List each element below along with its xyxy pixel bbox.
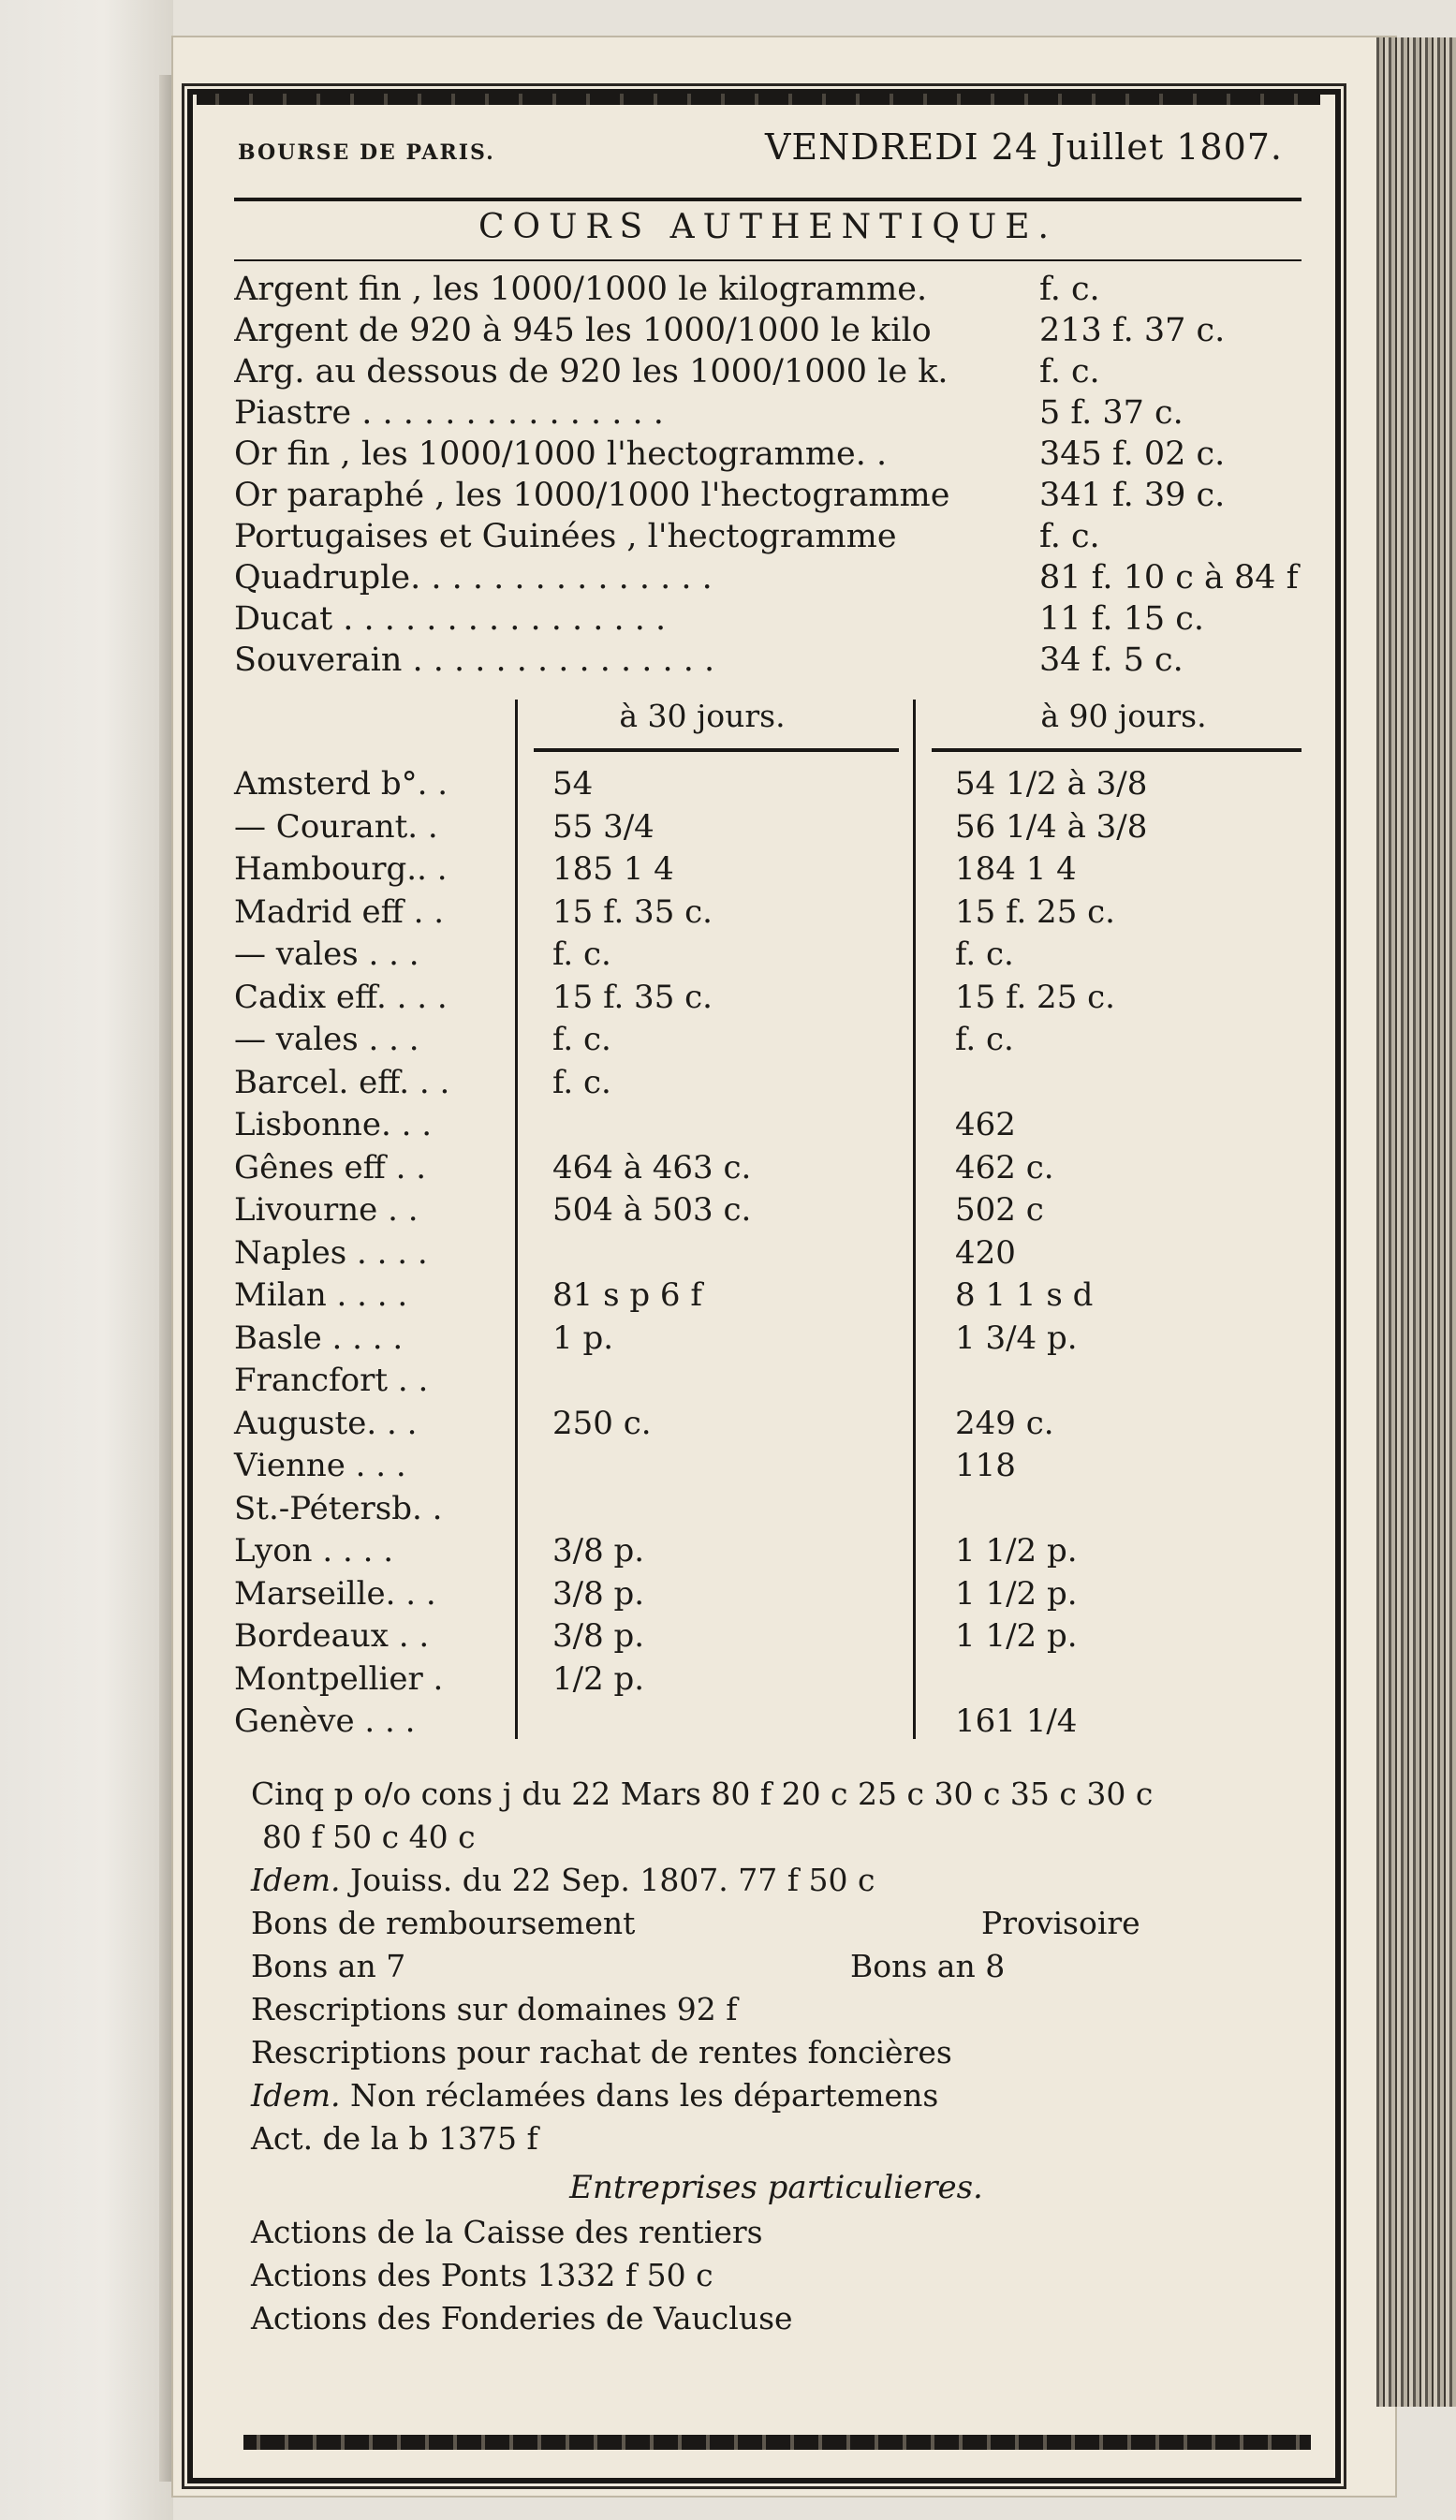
exchange-city: — Courant. . bbox=[234, 807, 438, 846]
cinq-pour-cent-continued: 80 f 50 c 40 c bbox=[262, 1819, 476, 1855]
metal-row bbox=[234, 392, 1302, 434]
metal-value: 11 f. 15 c. bbox=[1039, 600, 1205, 638]
exchange-city: Montpellier . bbox=[234, 1659, 444, 1698]
metal-label: Ducat . . . . . . . . . . . . . . . . bbox=[234, 600, 667, 638]
column-header-30-days: à 30 jours. bbox=[619, 698, 786, 734]
rate-30-days: 3/8 p. bbox=[552, 1574, 645, 1613]
exchange-city: St.-Pétersb. . bbox=[234, 1489, 443, 1527]
rate-90-days: 56 1/4 à 3/8 bbox=[955, 807, 1148, 846]
exchange-row bbox=[234, 1488, 1302, 1530]
entreprise-line: Actions des Fonderies de Vaucluse bbox=[251, 2300, 793, 2336]
rate-30-days: 15 f. 35 c. bbox=[552, 978, 713, 1016]
issue-date: VENDREDI 24 Juillet 1807. bbox=[764, 126, 1283, 168]
exchange-row bbox=[234, 892, 1302, 934]
rescriptions-rachat-line: Rescriptions pour rachat de rentes foncières bbox=[251, 2034, 952, 2071]
rate-90-days: 184 1 4 bbox=[955, 850, 1077, 888]
page-header bbox=[234, 98, 1302, 192]
rate-30-days: 15 f. 35 c. bbox=[552, 892, 713, 931]
entreprises-title: Entreprises particulieres. bbox=[569, 2169, 983, 2206]
exchange-city: Madrid eff . . bbox=[234, 892, 445, 931]
bons-an-line bbox=[251, 1945, 1302, 1988]
exchange-city: Livourne . . bbox=[234, 1191, 419, 1229]
metal-value: f. c. bbox=[1039, 353, 1100, 391]
rate-30-days: 3/8 p. bbox=[552, 1617, 645, 1655]
exchange-city: Lisbonne. . . bbox=[234, 1106, 433, 1143]
metal-label: Piastre . . . . . . . . . . . . . . . bbox=[234, 394, 664, 432]
metal-value: 5 f. 37 c. bbox=[1039, 394, 1184, 432]
idem-label: Idem. bbox=[251, 1862, 341, 1898]
metal-value: f. c. bbox=[1039, 271, 1100, 308]
rate-90-days: 15 f. 25 c. bbox=[955, 892, 1115, 931]
metal-row bbox=[234, 640, 1302, 681]
metal-label: Souverain . . . . . . . . . . . . . . . bbox=[234, 641, 715, 679]
bourse-label: BOURSE DE PARIS. bbox=[238, 140, 495, 165]
page-edges bbox=[1376, 37, 1456, 2407]
metal-value: 81 f. 10 c à 84 f bbox=[1039, 559, 1299, 597]
metal-value: 345 f. 02 c. bbox=[1039, 435, 1226, 473]
metal-label: Arg. au dessous de 920 les 1000/1000 le k. bbox=[234, 353, 949, 391]
metal-label: Quadruple. . . . . . . . . . . . . . . bbox=[234, 559, 713, 597]
rate-30-days: 185 1 4 bbox=[552, 850, 674, 888]
metal-row bbox=[234, 351, 1302, 392]
bons-an-8: Bons an 8 bbox=[850, 1948, 1006, 1984]
idem-jouissance-text: Jouiss. du 22 Sep. 1807. 77 f 50 c bbox=[340, 1862, 875, 1898]
rate-90-days: 1 1/2 p. bbox=[955, 1574, 1078, 1613]
metal-value: 341 f. 39 c. bbox=[1039, 477, 1226, 514]
exchange-row bbox=[234, 1445, 1302, 1487]
metal-label: Argent fin , les 1000/1000 le kilogramme. bbox=[234, 271, 928, 308]
bottom-ornament-border bbox=[243, 2435, 1311, 2450]
bons-an-7: Bons an 7 bbox=[251, 1948, 406, 1984]
exchange-city: Barcel. eff. . . bbox=[234, 1063, 450, 1101]
bourse-content bbox=[234, 98, 1302, 2340]
left-page-edge bbox=[0, 0, 173, 2520]
exchange-row bbox=[234, 1615, 1302, 1658]
rate-90-days: f. c. bbox=[955, 936, 1014, 973]
column-rule-30 bbox=[534, 748, 899, 752]
rate-30-days: 55 3/4 bbox=[552, 807, 654, 846]
rate-90-days: 502 c bbox=[955, 1191, 1044, 1229]
rate-30-days: f. c. bbox=[552, 1063, 611, 1101]
exchange-row bbox=[234, 1658, 1302, 1701]
exchange-row bbox=[234, 1062, 1302, 1104]
exchange-city: Francfort . . bbox=[234, 1362, 429, 1399]
rescriptions-domaines-line: Rescriptions sur domaines 92 f bbox=[251, 1991, 738, 2027]
metal-label: Argent de 920 à 945 les 1000/1000 le kilo bbox=[234, 312, 932, 349]
cinq-pour-cent-line: Cinq p o/o cons j du 22 Mars 80 f 20 c 25 c 30 c 35 c 30 c bbox=[251, 1776, 1154, 1812]
exchange-city: Basle . . . . bbox=[234, 1319, 404, 1357]
exchange-row bbox=[234, 1189, 1302, 1231]
rate-90-days: 1 1/2 p. bbox=[955, 1532, 1078, 1569]
actions-banque-line: Act. de la b 1375 f bbox=[251, 2120, 538, 2157]
exchange-row bbox=[234, 1318, 1302, 1360]
rate-90-days: 462 c. bbox=[955, 1148, 1054, 1186]
rate-30-days: 250 c. bbox=[552, 1404, 652, 1442]
exchange-table bbox=[234, 690, 1302, 1767]
idem-non-reclamees-text: Non réclamées dans les départemens bbox=[340, 2077, 939, 2114]
exchange-row bbox=[234, 977, 1302, 1019]
exchange-city: Genève . . . bbox=[234, 1702, 416, 1740]
entreprise-line: Actions des Ponts 1332 f 50 c bbox=[251, 2257, 713, 2293]
exchange-city: — vales . . . bbox=[234, 1021, 419, 1058]
exchange-row bbox=[234, 1232, 1302, 1275]
rate-30-days: 504 à 503 c. bbox=[552, 1191, 752, 1229]
exchange-city: Cadix eff. . . . bbox=[234, 978, 448, 1016]
metal-value: 213 f. 37 c. bbox=[1039, 312, 1226, 349]
rate-90-days: 54 1/2 à 3/8 bbox=[955, 765, 1148, 803]
metal-label: Portugaises et Guinées , l'hectogramme bbox=[234, 518, 897, 555]
metal-row bbox=[234, 516, 1302, 557]
metal-label: Or fin , les 1000/1000 l'hectogramme. . bbox=[234, 435, 888, 473]
idem-label: Idem. bbox=[251, 2077, 341, 2114]
rate-90-days: 462 bbox=[955, 1106, 1016, 1143]
exchange-row bbox=[234, 1360, 1302, 1402]
rate-90-days: 8 1 1 s d bbox=[955, 1276, 1094, 1314]
metal-value: f. c. bbox=[1039, 518, 1100, 555]
section-title: COURS AUTHENTIQUE. bbox=[478, 208, 1057, 246]
provisoire-label: Provisoire bbox=[981, 1905, 1140, 1941]
metal-row bbox=[234, 598, 1302, 640]
rate-30-days: 3/8 p. bbox=[552, 1532, 645, 1569]
rate-90-days: 118 bbox=[955, 1447, 1016, 1484]
exchange-row bbox=[234, 1019, 1302, 1061]
exchange-city: Gênes eff . . bbox=[234, 1148, 427, 1186]
metal-row bbox=[234, 475, 1302, 516]
rate-30-days: 1/2 p. bbox=[552, 1659, 645, 1698]
metal-row bbox=[234, 434, 1302, 475]
rate-30-days: 464 à 463 c. bbox=[552, 1148, 752, 1186]
exchange-row bbox=[234, 1530, 1302, 1572]
rate-90-days: 249 c. bbox=[955, 1404, 1054, 1442]
title-rule bbox=[234, 259, 1302, 261]
rate-90-days: 15 f. 25 c. bbox=[955, 978, 1115, 1016]
exchange-row bbox=[234, 934, 1302, 976]
exchange-row bbox=[234, 1403, 1302, 1445]
exchange-city: Auguste. . . bbox=[234, 1404, 418, 1442]
metal-label: Or paraphé , les 1000/1000 l'hectogramme bbox=[234, 477, 950, 514]
rate-90-days: 1 3/4 p. bbox=[955, 1319, 1078, 1357]
exchange-row bbox=[234, 1104, 1302, 1146]
idem-non-reclamees-line bbox=[251, 2074, 1302, 2117]
rate-90-days: 420 bbox=[955, 1233, 1016, 1272]
exchange-city: Milan . . . . bbox=[234, 1276, 408, 1314]
exchange-row bbox=[234, 1573, 1302, 1615]
rate-30-days: f. c. bbox=[552, 936, 611, 973]
rate-30-days: 1 p. bbox=[552, 1319, 614, 1357]
exchange-city: — vales . . . bbox=[234, 936, 419, 973]
exchange-row bbox=[234, 806, 1302, 848]
exchange-city: Naples . . . . bbox=[234, 1233, 428, 1272]
public-funds bbox=[234, 1773, 1302, 2340]
metal-value: 34 f. 5 c. bbox=[1039, 641, 1184, 679]
rate-30-days: f. c. bbox=[552, 1021, 611, 1058]
column-rule-90 bbox=[932, 748, 1302, 752]
exchange-city: Hambourg.. . bbox=[234, 850, 448, 888]
exchange-city: Bordeaux . . bbox=[234, 1617, 430, 1655]
exchange-row bbox=[234, 1275, 1302, 1317]
exchange-row bbox=[234, 763, 1302, 805]
rate-90-days: 1 1/2 p. bbox=[955, 1617, 1078, 1655]
column-header-90-days: à 90 jours. bbox=[1040, 698, 1207, 734]
exchange-row bbox=[234, 848, 1302, 891]
exchange-row bbox=[234, 1701, 1302, 1743]
bons-remboursement: Bons de remboursement bbox=[251, 1905, 636, 1941]
bons-remboursement-line bbox=[251, 1902, 1302, 1945]
metal-row bbox=[234, 310, 1302, 351]
metal-row bbox=[234, 557, 1302, 598]
exchange-city: Amsterd b°. . bbox=[234, 765, 449, 803]
exchange-city: Vienne . . . bbox=[234, 1447, 406, 1484]
metals-list bbox=[234, 269, 1302, 681]
rate-90-days: 161 1/4 bbox=[955, 1702, 1078, 1740]
rate-30-days: 81 s p 6 f bbox=[552, 1276, 702, 1314]
rate-90-days: f. c. bbox=[955, 1021, 1014, 1058]
rate-30-days: 54 bbox=[552, 765, 594, 803]
entreprise-line: Actions de la Caisse des rentiers bbox=[251, 2214, 763, 2250]
exchange-row bbox=[234, 1147, 1302, 1189]
metal-row bbox=[234, 269, 1302, 310]
exchange-city: Marseille. . . bbox=[234, 1574, 436, 1613]
exchange-city: Lyon . . . . bbox=[234, 1532, 394, 1569]
idem-jouissance-line bbox=[251, 1859, 1302, 1902]
